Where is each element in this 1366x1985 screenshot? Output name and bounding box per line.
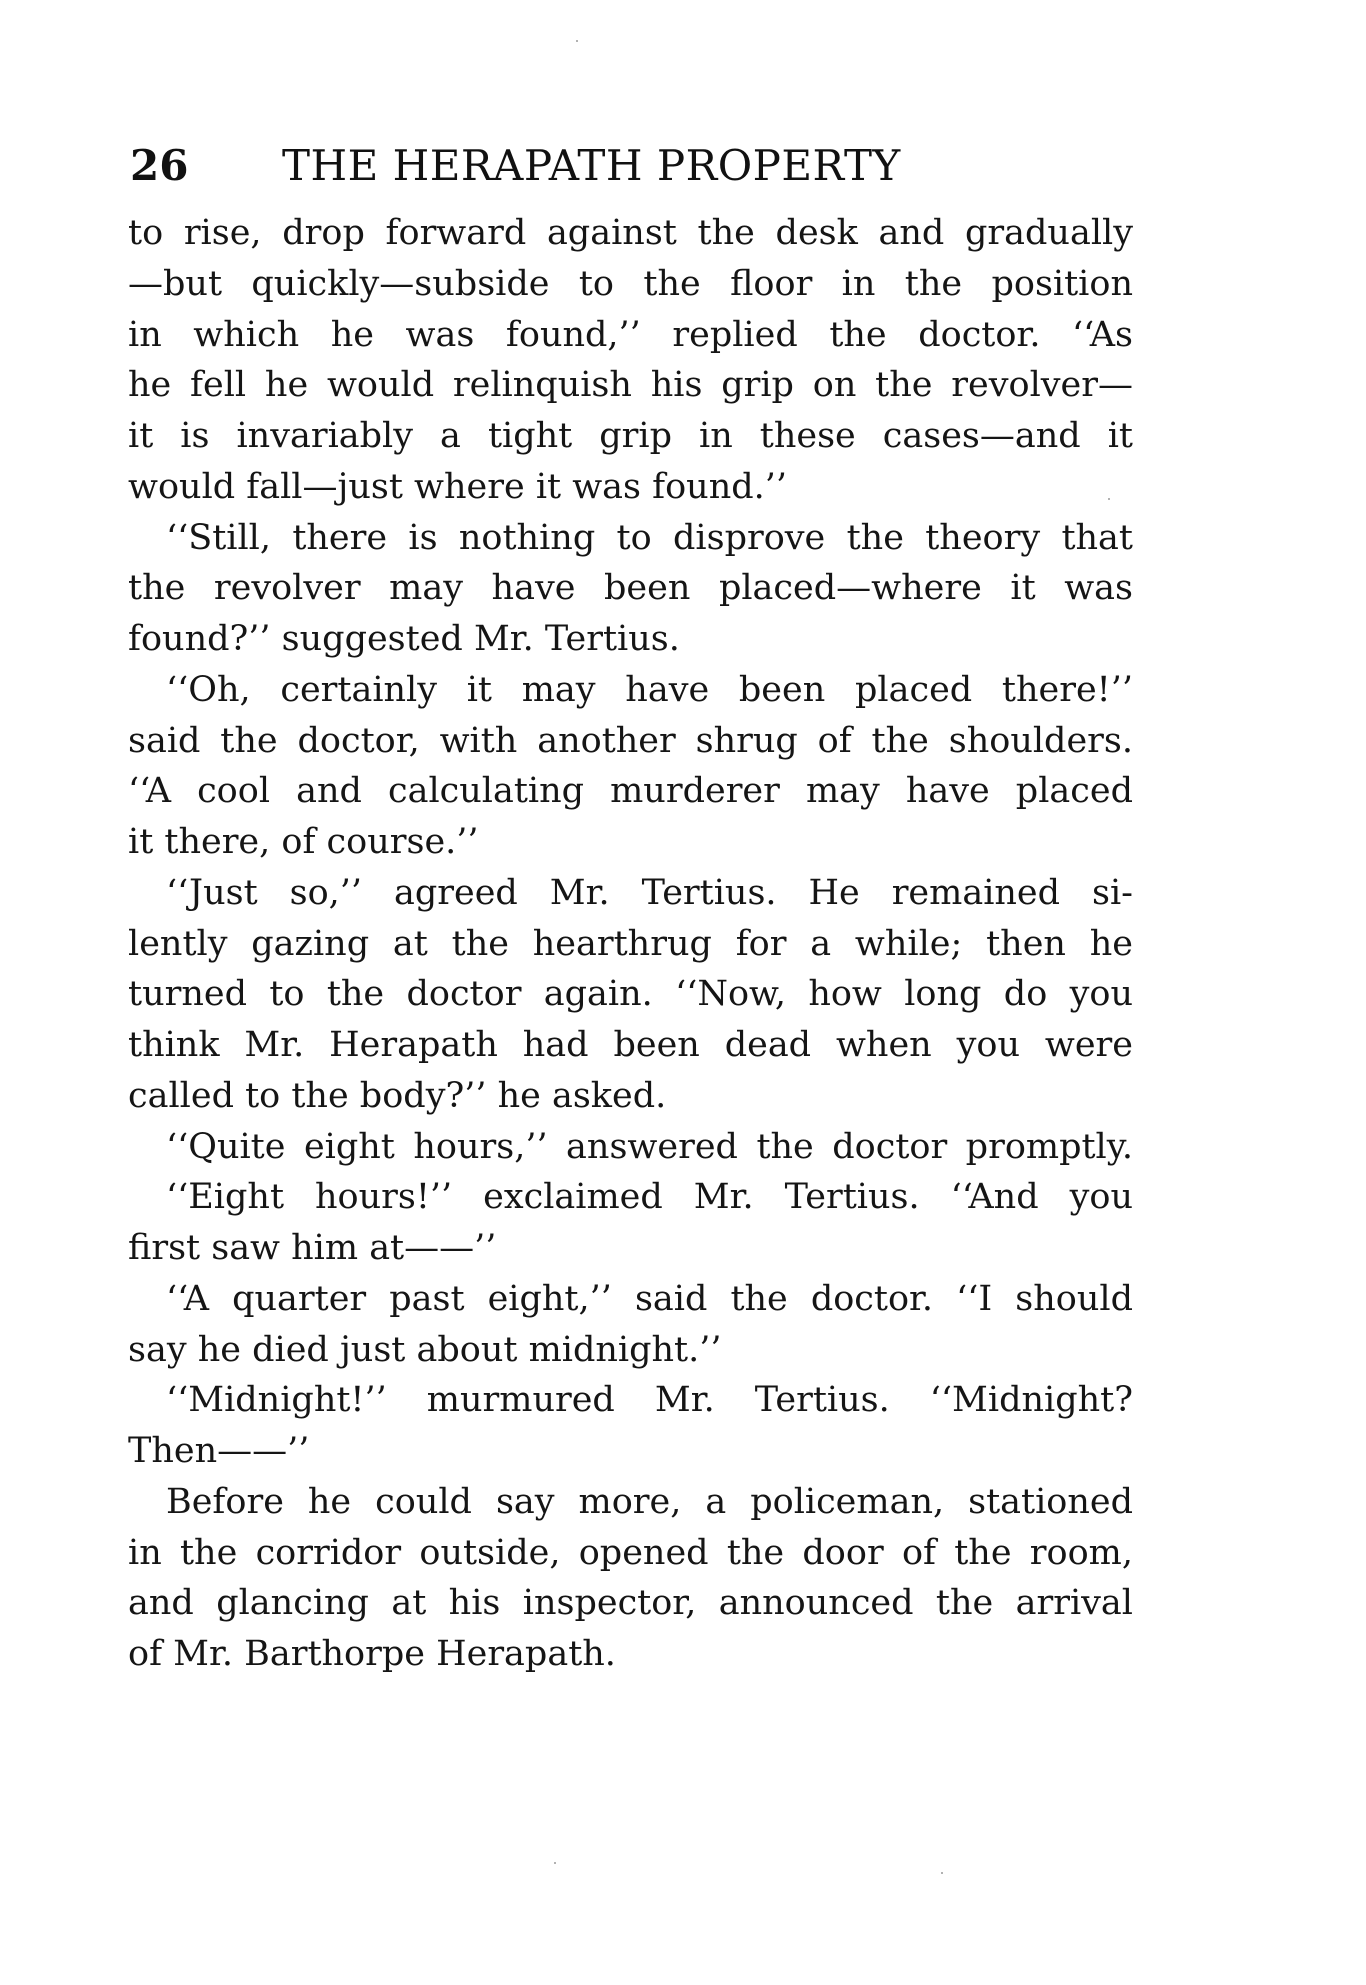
- text-line: ‘‘A quarter past eight,’’ said the doctor. ‘‘I should: [166, 1278, 1133, 1319]
- text-line: Then——’’: [128, 1431, 310, 1471]
- text-line: to rise, drop forward against the desk and gradually: [128, 213, 1133, 253]
- text-line: he fell he would relinquish his grip on the revolver—: [128, 365, 1133, 406]
- text-line: ‘‘Quite eight hours,’’ answered the doctor promptly.: [166, 1126, 1133, 1167]
- text-line: ‘‘Eight hours!’’ exclaimed Mr. Tertius. ‘‘And you: [166, 1177, 1133, 1218]
- text-line: turned to the doctor again. ‘‘Now, how long do you: [128, 974, 1133, 1015]
- page-number: 26: [130, 141, 189, 190]
- text-line: in which he was found,’’ replied the doctor. ‘‘As: [128, 314, 1133, 355]
- paper-speck: [554, 1862, 556, 1864]
- text-line: the revolver may have been placed—where it was: [128, 568, 1133, 609]
- text-line: first saw him at——’’: [128, 1228, 497, 1268]
- page-header: [130, 136, 1130, 196]
- text-line: ‘‘Oh, certainly it may have been placed there!’’: [166, 669, 1133, 710]
- paper-speck: [941, 1872, 943, 1874]
- text-line: would fall—just where it was found.’’: [128, 466, 788, 507]
- text-line: ‘‘A cool and calculating murderer may have placed: [128, 771, 1133, 812]
- text-line: —but quickly—subside to the floor in the position: [128, 263, 1133, 304]
- text-line: said the doctor, with another shrug of the shoulders.: [128, 720, 1133, 761]
- text-line: say he died just about midnight.’’: [128, 1329, 722, 1370]
- running-title: THE HERAPATH PROPERTY: [282, 141, 901, 190]
- text-line: Before he could say more, a policeman, stationed: [166, 1481, 1133, 1522]
- text-line: and glancing at his inspector, announced the arrival: [128, 1583, 1133, 1624]
- text-line: think Mr. Herapath had been dead when you were: [128, 1025, 1133, 1065]
- text-line: in the corridor outside, opened the door of the room,: [128, 1532, 1133, 1573]
- text-line: ‘‘Just so,’’ agreed Mr. Tertius. He remained si-: [166, 872, 1133, 913]
- paper-speck: [1108, 498, 1110, 500]
- text-line: ‘‘Midnight!’’ murmured Mr. Tertius. ‘‘Midnight?: [166, 1380, 1133, 1421]
- text-line: it is invariably a tight grip in these cases—and it: [128, 416, 1133, 456]
- text-line: ‘‘Still, there is nothing to disprove the theory that: [166, 517, 1133, 558]
- text-line: of Mr. Barthorpe Herapath.: [128, 1634, 616, 1674]
- body-text: [128, 208, 1133, 1680]
- text-line: lently gazing at the hearthrug for a while; then he: [128, 923, 1133, 964]
- text-line: found?’’ suggested Mr. Tertius.: [128, 619, 680, 659]
- text-line: called to the body?’’ he asked.: [128, 1075, 667, 1116]
- paper-speck: [576, 40, 578, 42]
- text-line: it there, of course.’’: [128, 822, 479, 862]
